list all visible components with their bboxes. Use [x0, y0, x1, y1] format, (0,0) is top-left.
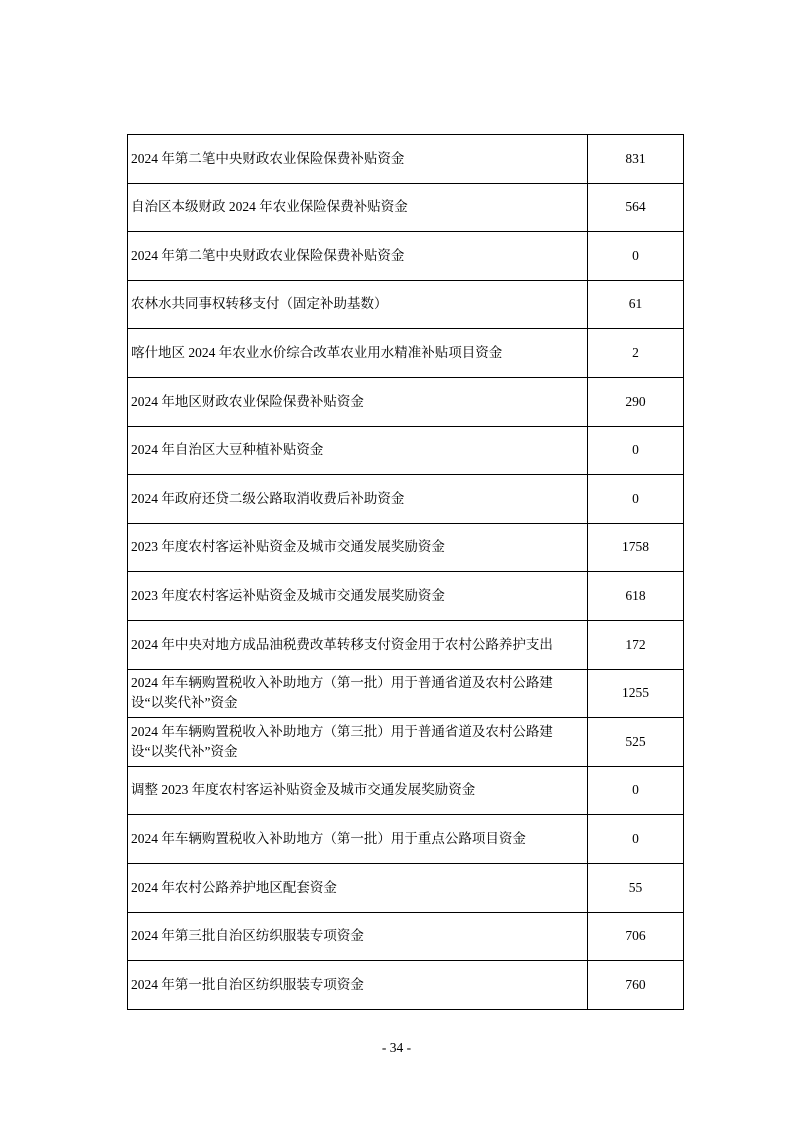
- page-number: - 34 -: [381, 1040, 412, 1055]
- fund-name-cell: 喀什地区 2024 年农业水价综合改革农业用水精准补贴项目资金: [128, 329, 588, 378]
- fund-value-cell: 0: [588, 475, 684, 524]
- fund-value-cell: 0: [588, 766, 684, 815]
- table-row: [128, 961, 684, 1010]
- table-row: [128, 183, 684, 232]
- fund-name-cell: 2024 年第二笔中央财政农业保险保费补贴资金: [128, 232, 588, 281]
- fund-value-cell: 706: [588, 912, 684, 961]
- table-row: [128, 620, 684, 669]
- table-row: [128, 718, 684, 767]
- fund-value-cell: 1758: [588, 523, 684, 572]
- table-row: [128, 280, 684, 329]
- fund-name-cell: 2023 年度农村客运补贴资金及城市交通发展奖励资金: [128, 523, 588, 572]
- table-row: [128, 523, 684, 572]
- fund-value-cell: 618: [588, 572, 684, 621]
- fund-name-cell: 2024 年地区财政农业保险保费补贴资金: [128, 377, 588, 426]
- fund-value-cell: 0: [588, 815, 684, 864]
- fund-value-cell: 61: [588, 280, 684, 329]
- fund-value-cell: 1255: [588, 669, 684, 718]
- table-row: [128, 377, 684, 426]
- table-row: [128, 329, 684, 378]
- fund-name-cell: 2023 年度农村客运补贴资金及城市交通发展奖励资金: [128, 572, 588, 621]
- fund-name-cell: 2024 年车辆购置税收入补助地方（第三批）用于普通省道及农村公路建设“以奖代补”资金: [128, 718, 588, 767]
- table-row: [128, 475, 684, 524]
- funds-table: [127, 134, 684, 1010]
- fund-name-cell: 调整 2023 年度农村客运补贴资金及城市交通发展奖励资金: [128, 766, 588, 815]
- fund-name-cell: 2024 年自治区大豆种植补贴资金: [128, 426, 588, 475]
- fund-value-cell: 0: [588, 232, 684, 281]
- table-row: [128, 863, 684, 912]
- fund-name-cell: 农林水共同事权转移支付（固定补助基数）: [128, 280, 588, 329]
- fund-value-cell: 831: [588, 135, 684, 184]
- table-row: [128, 669, 684, 718]
- fund-value-cell: 2: [588, 329, 684, 378]
- fund-name-cell: 2024 年第一批自治区纺织服装专项资金: [128, 961, 588, 1010]
- fund-name-cell: 自治区本级财政 2024 年农业保险保费补贴资金: [128, 183, 588, 232]
- fund-name-cell: 2024 年第三批自治区纺织服装专项资金: [128, 912, 588, 961]
- fund-name-cell: 2024 年第二笔中央财政农业保险保费补贴资金: [128, 135, 588, 184]
- fund-value-cell: 760: [588, 961, 684, 1010]
- table-row: [128, 232, 684, 281]
- fund-value-cell: 564: [588, 183, 684, 232]
- table-row: [128, 912, 684, 961]
- table-row: [128, 426, 684, 475]
- table-row: [128, 815, 684, 864]
- fund-value-cell: 290: [588, 377, 684, 426]
- fund-value-cell: 55: [588, 863, 684, 912]
- fund-name-cell: 2024 年车辆购置税收入补助地方（第一批）用于普通省道及农村公路建设“以奖代补”资金: [128, 669, 588, 718]
- table-row: [128, 766, 684, 815]
- fund-value-cell: 172: [588, 620, 684, 669]
- fund-name-cell: 2024 年政府还贷二级公路取消收费后补助资金: [128, 475, 588, 524]
- fund-value-cell: 525: [588, 718, 684, 767]
- funds-table-body: [128, 135, 684, 1010]
- table-row: [128, 135, 684, 184]
- fund-value-cell: 0: [588, 426, 684, 475]
- table-row: [128, 572, 684, 621]
- fund-name-cell: 2024 年车辆购置税收入补助地方（第一批）用于重点公路项目资金: [128, 815, 588, 864]
- fund-name-cell: 2024 年农村公路养护地区配套资金: [128, 863, 588, 912]
- fund-name-cell: 2024 年中央对地方成品油税费改革转移支付资金用于农村公路养护支出: [128, 620, 588, 669]
